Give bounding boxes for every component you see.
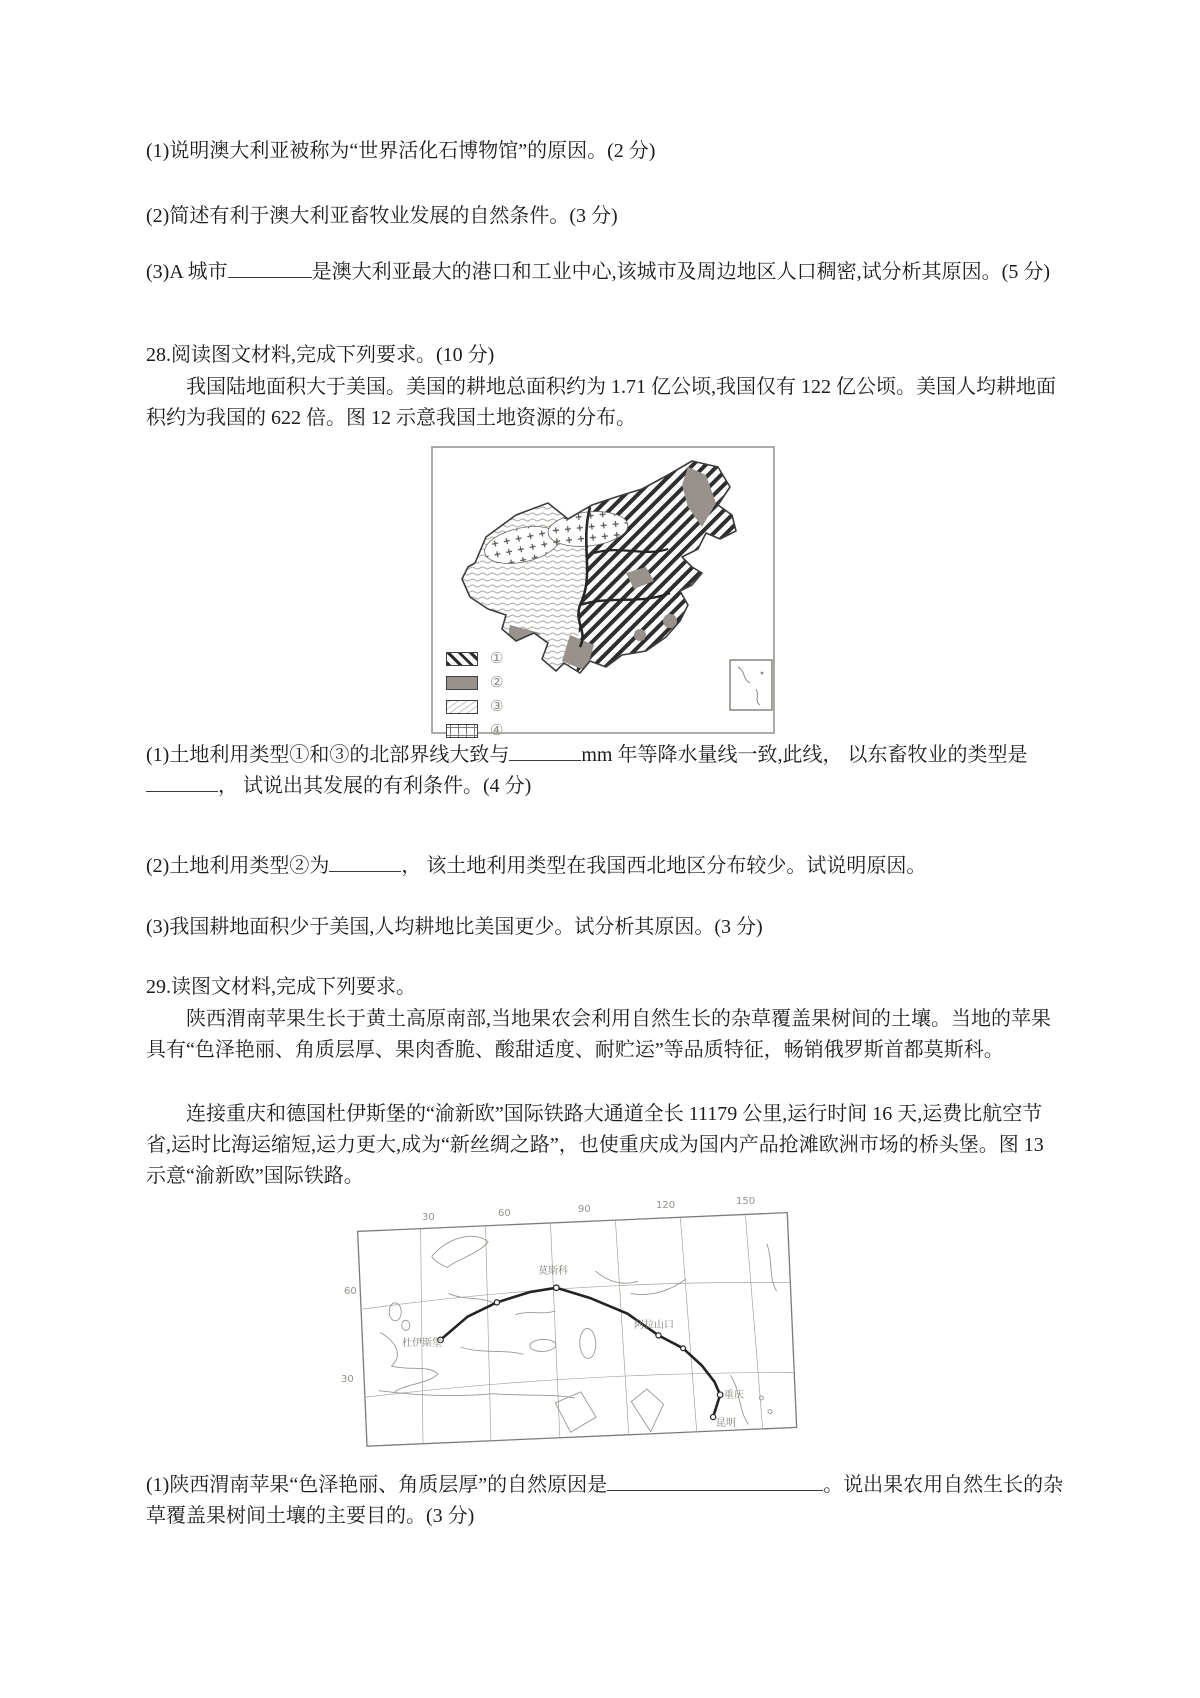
fig13-tick-60: 60 [498,1208,511,1219]
q29-part1-blank [607,1473,823,1491]
fig13-label-chongqing: 重庆 [724,1390,744,1401]
q28-header: 28.阅读图文材料,完成下列要求。(10 分) [146,344,495,366]
q28-part2 [146,851,1066,882]
q28-part1-blank2 [146,774,218,792]
legend-label-2: ② [490,673,504,691]
q29-intro1: 陕西渭南苹果生长于黄土高原南部,当地果农会利用自然生长的杂草覆盖果树间的土壤。当地的苹果具有“色泽艳丽、角质层厚、果肉香脆、酸甜适度、耐贮运”等品质特征，畅销俄罗斯首都莫斯科。 [146,1008,1051,1061]
fig13-label-duisburg: 杜伊斯堡 [402,1338,442,1349]
figure13-railway-map [340,1192,810,1460]
region-gray-southeast-2 [634,629,646,641]
q28-part1-pre: (1)土地利用类型①和③的北部界线大致与 [146,744,510,766]
fig13-label-moscow: 莫斯科 [538,1266,568,1277]
q28-part3: (3)我国耕地面积少于美国,人均耕地比美国更少。试分析其原因。(3 分) [146,916,763,938]
legend-swatch-gray [446,676,478,690]
q27-part3-pre: (3)A 城市 [146,261,228,283]
legend-label-4: ④ [490,721,504,739]
figure12-china-land-map [430,445,776,739]
legend-label-1: ① [490,649,504,667]
q27-part3 [146,257,1066,288]
inset-south-china-sea [730,660,772,710]
q28-part1-blank1 [509,743,581,761]
q29-part1-post: 。说出果农用自然生长的杂草覆盖果树间土壤的主要目的。(3 分) [146,1474,1064,1527]
q27-part1: (1)说明澳大利亚被称为“世界活化石博物馆”的原因。(2 分) [146,140,656,162]
figure13-border [358,1213,797,1447]
q28-part2-post: ， 该土地利用类型在我国西北地区分布较少。试说明原因。 [401,855,927,877]
fig13-tick-150: 150 [736,1196,756,1207]
fig13-tick-lat30: 30 [341,1374,354,1385]
legend-swatch-wave [446,700,478,714]
fig13-tick-90: 90 [578,1204,591,1215]
fig13-tick-120: 120 [656,1200,676,1211]
inset-island-dot [761,672,764,675]
fig13-tick-lat60: 60 [344,1286,357,1297]
q28-part1-post: ， 试说出其发展的有利条件。(4 分) [218,775,532,797]
q27-part2: (2)简述有利于澳大利亚畜牧业发展的自然条件。(3 分) [146,205,618,227]
q28-part2-blank [329,854,401,872]
q28-part2-pre: (2)土地利用类型②为 [146,855,330,877]
q27-part3-post: 是澳大利亚最大的港口和工业中心,该城市及周边地区人口稠密,试分析其原因。(5 分) [311,261,1050,283]
q28-intro: 我国陆地面积大于美国。美国的耕地总面积约为 1.71 亿公顷,我国仅有 122 亿公顷。美国人均耕地面积约为我国的 622 倍。图 12 示意我国土地资源的分布。 [146,376,1056,429]
q29-part1 [146,1470,1066,1532]
q29-header: 29.读图文材料,完成下列要求。 [146,976,416,998]
legend-swatch-plus [446,724,478,738]
fig13-tick-30: 30 [422,1212,435,1223]
q28-part1 [146,740,1066,802]
legend-swatch-hatch [446,652,478,666]
q29-part1-pre: (1)陕西渭南苹果“色泽艳丽、角质层厚”的自然原因是 [146,1474,608,1496]
fig13-label-alashankou: 阿拉山口 [634,1320,674,1331]
figure13-map-svg [340,1192,810,1460]
q29-intro2: 连接重庆和德国杜伊斯堡的“渝新欧”国际铁路大通道全长 11179 公里,运行时间 16 天,运费比航空节省,运时比海运缩短,运力更大,成为“新丝绸之路”，也使重庆成为国内产品抢滩欧洲市场的桥头堡。图 13 示意“渝新欧”国际铁路。 [146,1103,1044,1187]
legend-label-3: ③ [490,697,504,715]
fig13-label-kunming: 昆明 [716,1418,736,1429]
q28-part1-mid: mm 年等降水量线一致,此线， 以东畜牧业的类型是 [581,744,1028,766]
q27-part3-blank [228,260,312,278]
